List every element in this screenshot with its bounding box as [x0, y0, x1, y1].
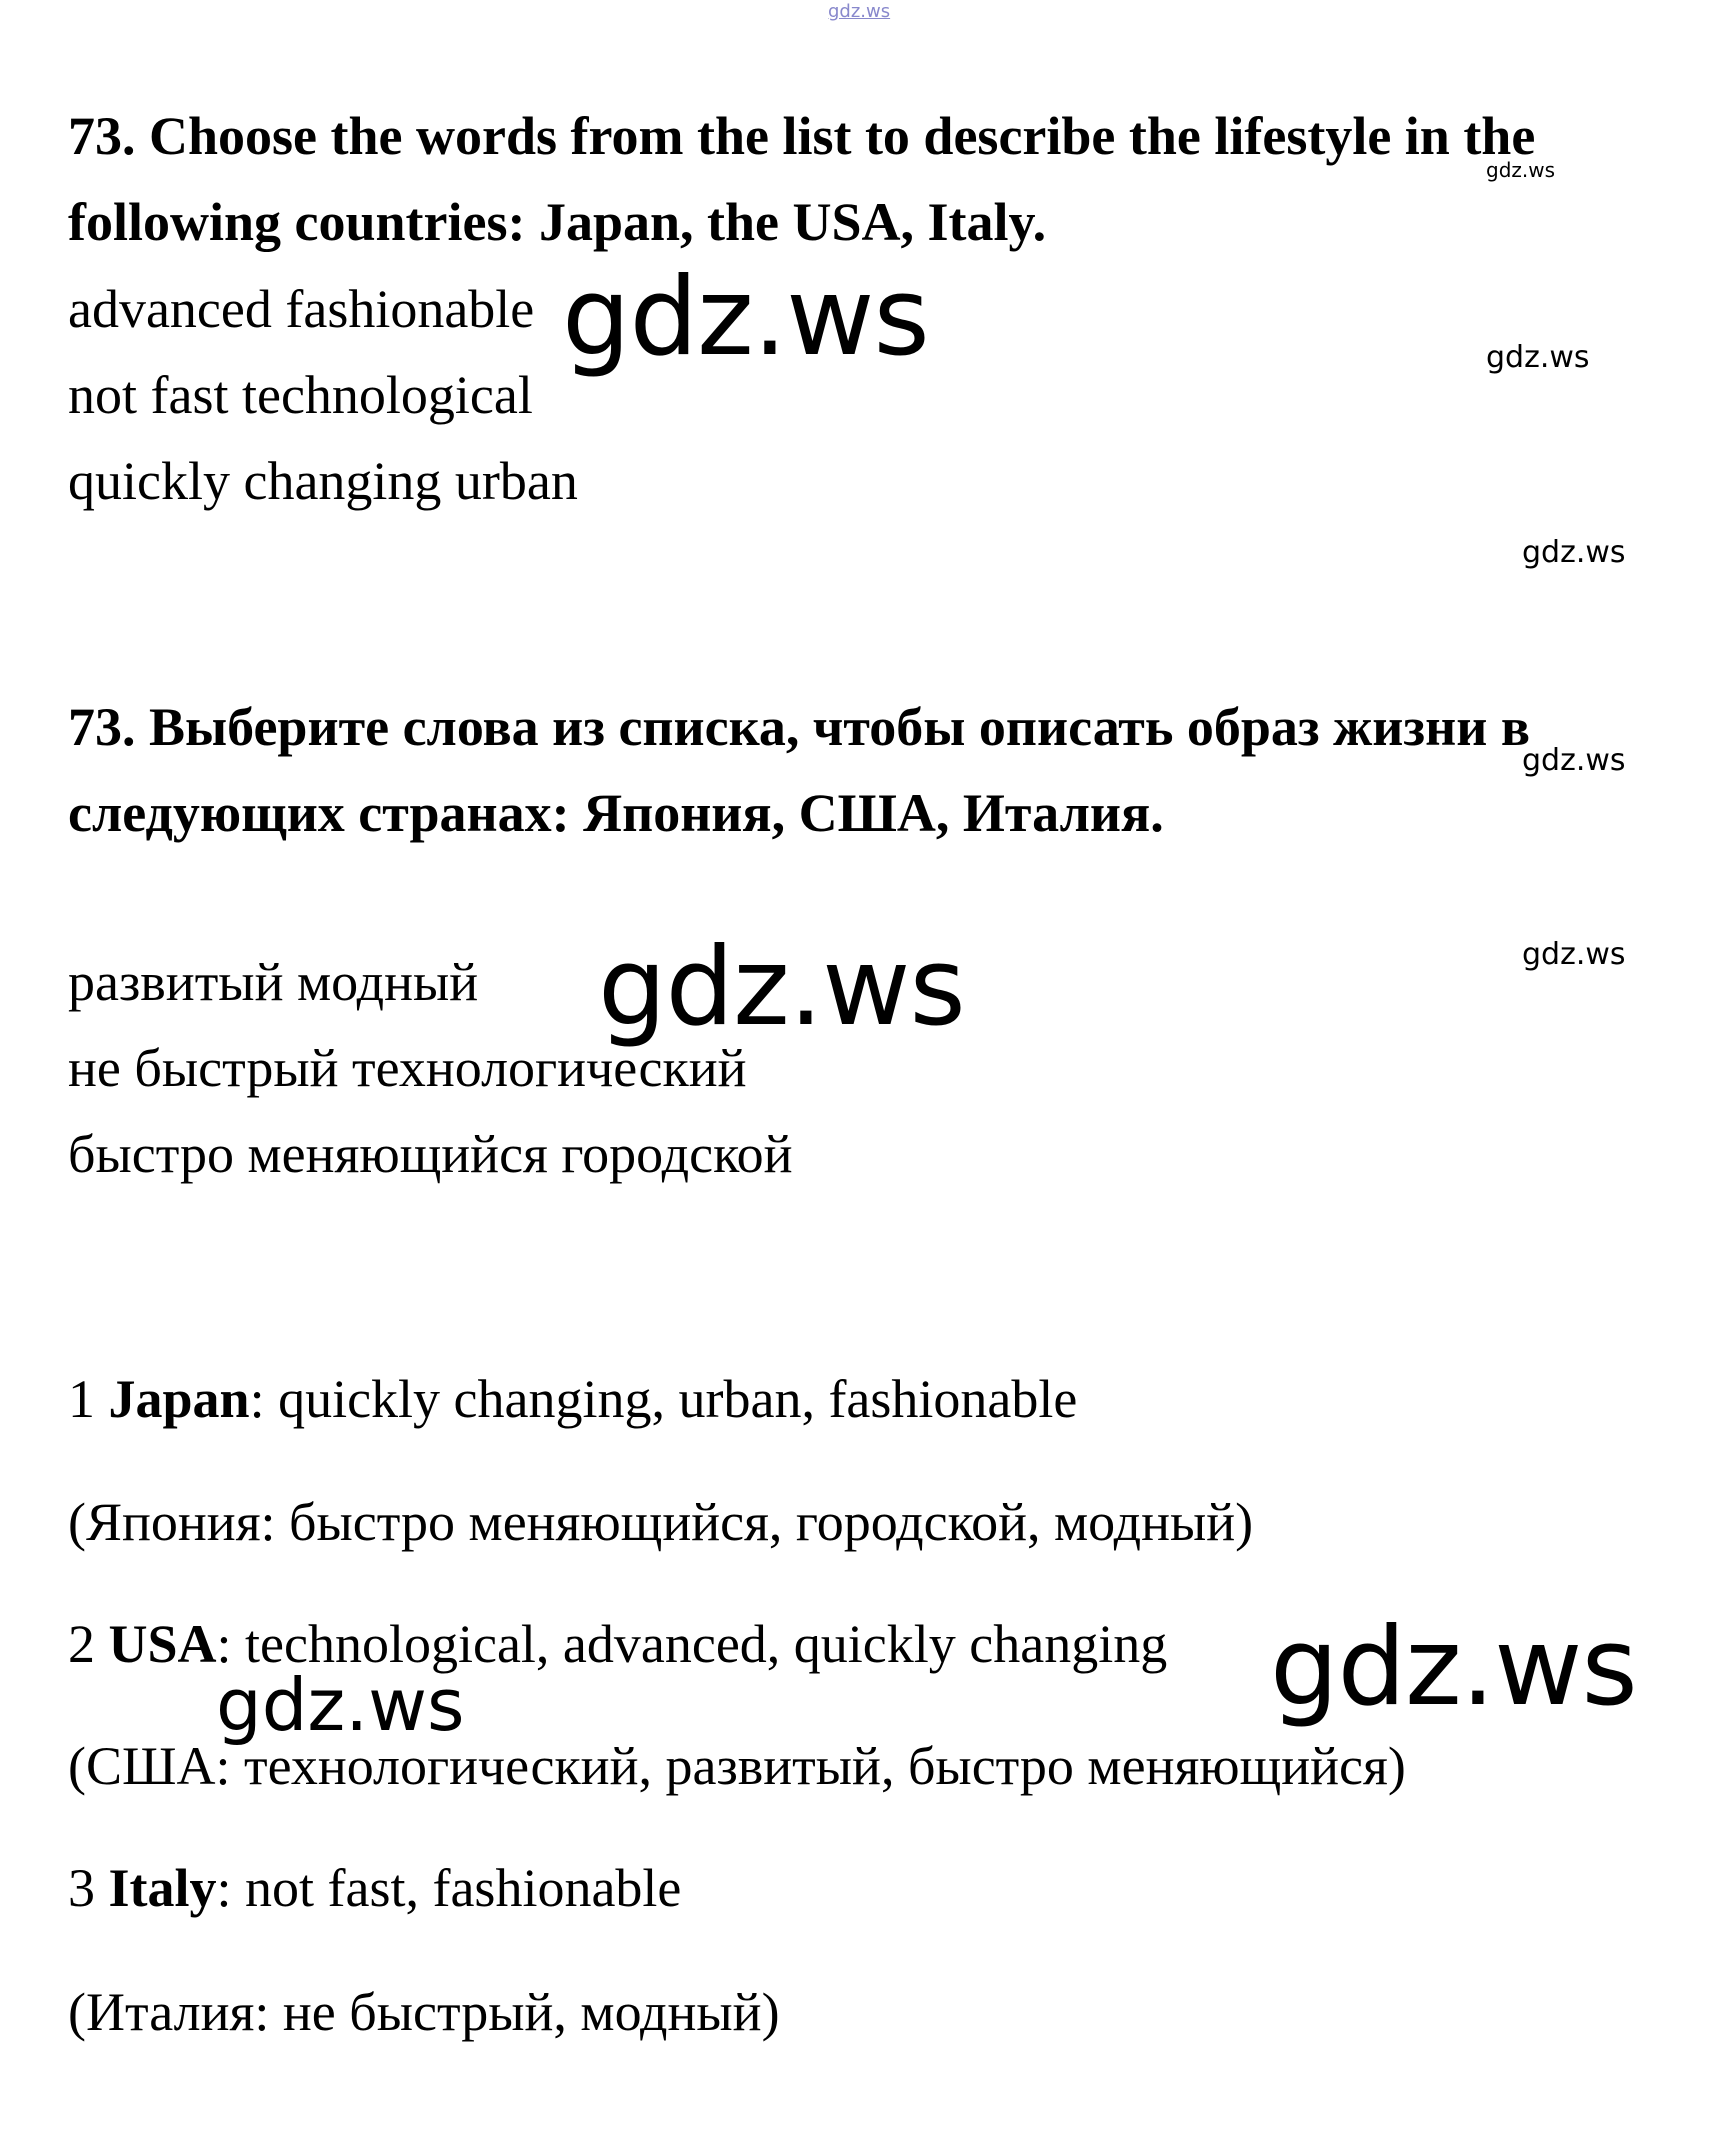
answer-translation-3: (Италия: не быстрый, модный)	[68, 1982, 780, 2042]
answer-country: Japan	[108, 1369, 250, 1429]
watermark: gdz.ws	[1486, 340, 1590, 375]
task-title-ru-line2: следующих странах: Япония, США, Италия.	[68, 783, 1164, 843]
watermark: gdz.ws	[1522, 535, 1626, 570]
watermark: gdz.ws	[562, 255, 929, 380]
task-title-en-line1: 73. Choose the words from the list to describe the lifestyle in the	[68, 106, 1536, 166]
answer-line-3	[68, 1856, 681, 1920]
answer-country: USA	[108, 1614, 217, 1674]
answer-text: : quickly changing, urban, fashionable	[249, 1369, 1078, 1429]
watermark: gdz.ws	[1522, 743, 1626, 778]
word-list-en-item: advanced fashionable	[68, 279, 535, 339]
header-watermark: gdz.ws	[828, 1, 891, 22]
answer-number: 3	[68, 1858, 95, 1918]
answer-line-1	[68, 1367, 1077, 1431]
watermark: gdz.ws	[216, 1663, 465, 1747]
answer-number: 2	[68, 1614, 95, 1674]
task-title-ru-line1: 73. Выберите слова из списка, чтобы описать образ жизни в	[68, 697, 1530, 757]
answer-text: : technological, advanced, quickly changing	[216, 1614, 1168, 1674]
word-list-en-item: quickly changing urban	[68, 451, 578, 511]
word-list-ru-item: не быстрый технологический	[68, 1038, 747, 1098]
watermark: gdz.ws	[1486, 158, 1556, 182]
watermark: gdz.ws	[598, 925, 965, 1050]
answer-country: Italy	[108, 1858, 217, 1918]
watermark: gdz.ws	[1270, 1605, 1637, 1730]
answer-translation-2: (США: технологический, развитый, быстро меняющийся)	[68, 1736, 1406, 1796]
task-title-en-line2: following countries: Japan, the USA, Italy.	[68, 192, 1047, 252]
word-list-ru-item: развитый модный	[68, 952, 479, 1012]
watermark: gdz.ws	[1522, 937, 1626, 972]
answer-translation-1: (Япония: быстро меняющийся, городской, модный)	[68, 1492, 1254, 1552]
word-list-ru-item: быстро меняющийся городской	[68, 1124, 793, 1184]
answer-text: : not fast, fashionable	[216, 1858, 682, 1918]
answer-number: 1	[68, 1369, 95, 1429]
word-list-en-item: not fast technological	[68, 365, 533, 425]
